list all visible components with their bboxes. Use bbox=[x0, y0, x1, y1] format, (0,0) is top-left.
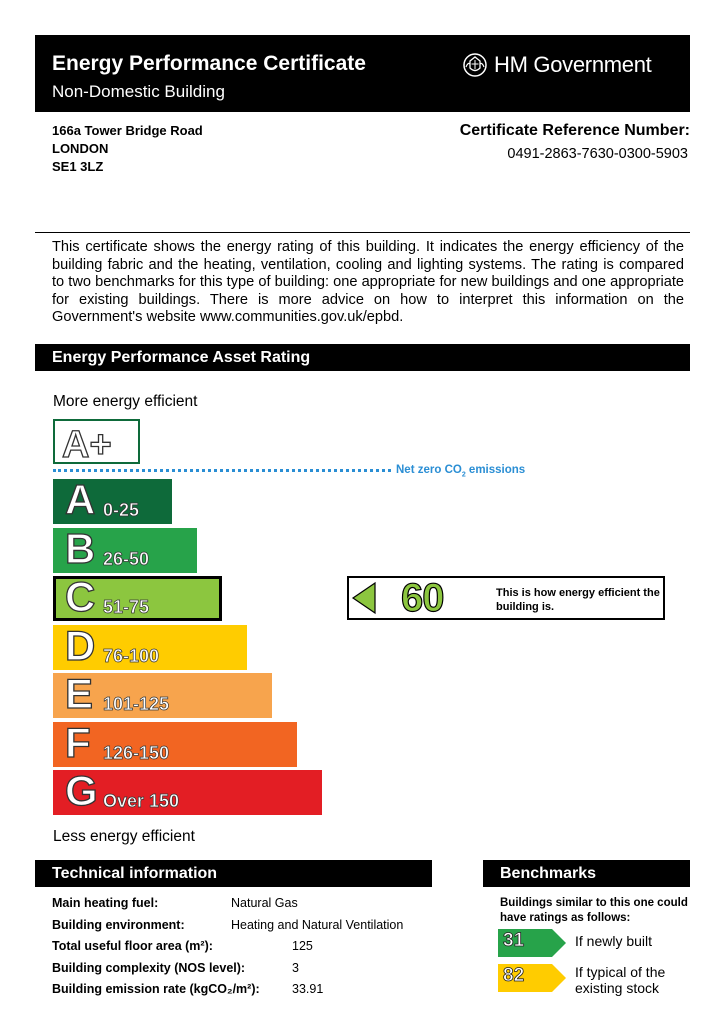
tech-value: 33.91 bbox=[292, 982, 324, 996]
band-letter: B bbox=[65, 524, 96, 572]
divider bbox=[35, 232, 690, 233]
benchmark-label: If typical of the existing stock bbox=[575, 964, 666, 996]
current-score: 60 bbox=[401, 576, 444, 620]
tech-label: Building environment: bbox=[52, 917, 185, 932]
net-zero-text: Net zero CO bbox=[396, 464, 462, 476]
a-plus-glyph bbox=[55, 421, 138, 462]
band-d bbox=[53, 621, 247, 670]
benchmark-value: 82 bbox=[503, 965, 525, 986]
band-range: 101-125 bbox=[103, 694, 170, 714]
tech-label: Total useful floor area (m²): bbox=[52, 939, 213, 953]
benchmark-item bbox=[498, 964, 688, 996]
tech-value: 125 bbox=[292, 939, 313, 953]
hm-government-logo bbox=[462, 52, 651, 78]
current-rating-indicator bbox=[347, 576, 665, 620]
net-zero-subscript: 2 bbox=[461, 471, 466, 479]
certificate-subtitle: Non-Domestic Building bbox=[52, 82, 225, 101]
asset-rating-heading: Energy Performance Asset Rating bbox=[35, 344, 690, 371]
reference-number: 0491-2863-7630-0300-5903 bbox=[507, 146, 688, 162]
more-efficient-label: More energy efficient bbox=[53, 393, 198, 410]
band-letter: A bbox=[65, 476, 96, 523]
tech-label: Building emission rate (kgCO₂/m²): bbox=[52, 982, 260, 996]
band-range: 0-25 bbox=[103, 500, 140, 520]
band-b bbox=[53, 524, 197, 573]
pointer-arrow-icon bbox=[349, 578, 389, 618]
tech-label: Main heating fuel: bbox=[52, 896, 159, 910]
svg-text:A+: A+ bbox=[62, 424, 112, 462]
band-g bbox=[53, 767, 322, 815]
benchmarks-intro: Buildings similar to this one could have ratings as follows: bbox=[500, 897, 688, 924]
band-range: Over 150 bbox=[103, 791, 180, 811]
band-e bbox=[53, 670, 272, 718]
band-f bbox=[53, 718, 297, 767]
band-letter: G bbox=[65, 767, 98, 814]
certificate-title: Energy Performance Certificate bbox=[52, 52, 366, 75]
band-letter: F bbox=[65, 718, 91, 766]
band-letter: C bbox=[65, 573, 96, 620]
net-zero-dotted-line bbox=[53, 469, 391, 472]
benchmark-item bbox=[498, 929, 688, 957]
benchmarks-heading: Benchmarks bbox=[483, 860, 690, 887]
tech-value: Natural Gas bbox=[231, 896, 298, 910]
reference-label: Certificate Reference Number: bbox=[459, 122, 690, 139]
address-line-2: LONDON bbox=[52, 141, 109, 156]
band-c bbox=[53, 573, 222, 621]
band-letter: D bbox=[65, 621, 96, 669]
address-postcode: SE1 3LZ bbox=[52, 159, 104, 174]
tech-value: Heating and Natural Ventilation bbox=[231, 917, 404, 932]
band-letter: E bbox=[65, 670, 94, 717]
intro-paragraph: This certificate shows the energy rating of this building. It indicates the energy efficiency of the building fabric and the heating, ventilation, cooling and lighting systems. The rating is compared to two benchmarks for this type of building: one appropriate for new buildings and one appropriate for existing buildings. There is more advice on how to interpret this information on the Government's website www.communities.gov.uk/epbd. bbox=[52, 239, 684, 325]
benchmark-value: 31 bbox=[503, 930, 525, 951]
net-zero-label bbox=[396, 464, 525, 478]
band-range: 51-75 bbox=[103, 597, 150, 617]
address-line-1: 166a Tower Bridge Road bbox=[52, 123, 203, 138]
hm-government-name: HM Government bbox=[494, 52, 652, 77]
band-range: 126-150 bbox=[103, 742, 170, 763]
certificate-header bbox=[35, 35, 690, 112]
net-zero-suffix: emissions bbox=[465, 464, 526, 476]
band-a bbox=[53, 476, 172, 524]
tech-value: 3 bbox=[292, 960, 299, 975]
royal-crest-icon bbox=[462, 52, 488, 78]
tech-label: Building complexity (NOS level): bbox=[52, 960, 246, 975]
band-range: 76-100 bbox=[103, 645, 160, 666]
benchmark-label: If newly built bbox=[575, 933, 653, 949]
band-range: 26-50 bbox=[103, 548, 150, 569]
technical-info-heading: Technical information bbox=[35, 860, 432, 887]
indicator-text: This is how energy efficient the building is. bbox=[496, 587, 660, 613]
band-a-plus bbox=[53, 419, 140, 464]
less-efficient-label: Less energy efficient bbox=[53, 828, 195, 845]
